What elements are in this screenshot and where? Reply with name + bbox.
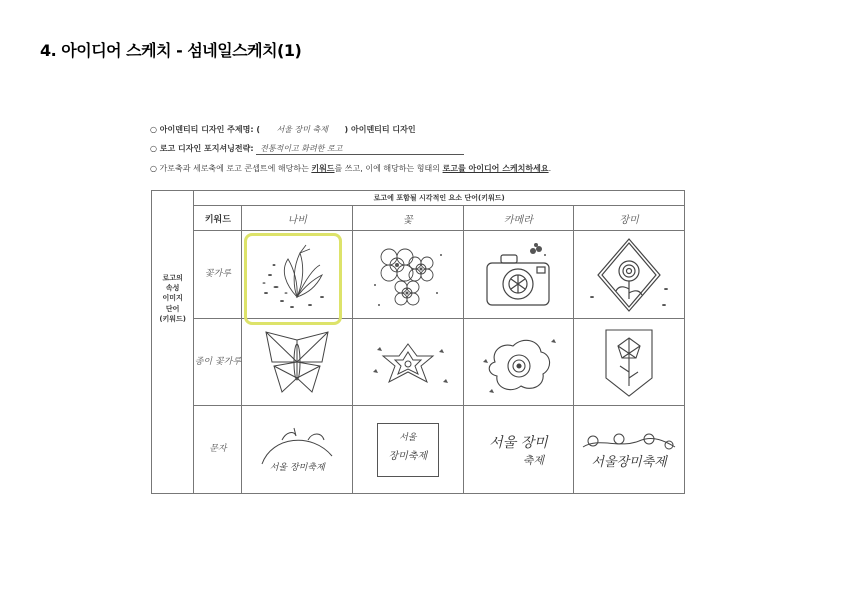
sketch-butterfly-pollen bbox=[242, 231, 353, 319]
side-label-line: 이미지 bbox=[162, 294, 183, 303]
rose-vine-sketch-icon bbox=[579, 429, 679, 451]
q3-text-b: 키워드 bbox=[311, 164, 335, 173]
sketch-butterfly-origami bbox=[242, 318, 353, 406]
side-label-line: 속성 bbox=[165, 284, 180, 293]
question-1 bbox=[150, 124, 416, 135]
column-keyword-flower: 꽃 bbox=[353, 206, 464, 231]
butterfly-sketch-icon bbox=[252, 235, 342, 315]
side-label-spacer bbox=[152, 406, 194, 494]
origami-butterfly-sketch-icon bbox=[252, 322, 342, 402]
sketch-camera-pollen bbox=[463, 231, 574, 319]
camera-flower-sketch-icon bbox=[473, 322, 563, 402]
q2-prefix: ○ 로고 디자인 포지셔닝전략: bbox=[150, 144, 254, 153]
sketch-rose-text bbox=[574, 406, 685, 494]
sketch-flower-text bbox=[353, 406, 464, 494]
sketch-rose-origami bbox=[574, 318, 685, 406]
text-logo-2b: 장미축제 bbox=[388, 450, 428, 462]
question-3 bbox=[150, 163, 551, 174]
keyword-label: 키워드 bbox=[194, 206, 242, 231]
text-logo-4: 서울장미축제 bbox=[591, 455, 667, 471]
attribute-side-label bbox=[152, 191, 194, 406]
q1-value: 서울 장미 축제 bbox=[276, 125, 328, 134]
camera-sketch-icon bbox=[473, 235, 563, 315]
column-keyword-butterfly: 나비 bbox=[242, 206, 353, 231]
side-label-line: 로고의 bbox=[162, 274, 183, 283]
column-keyword-rose: 장미 bbox=[574, 206, 685, 231]
question-2 bbox=[150, 143, 464, 155]
text-logo-2a: 서울 bbox=[399, 432, 417, 443]
q3-text-c: 를 쓰고, 이에 해당하는 형태의 bbox=[334, 164, 443, 173]
row-label-pollen: 꽃가루 bbox=[194, 231, 242, 319]
table-header: 로고에 포함될 시각적인 요소 단어(키워드) bbox=[194, 191, 685, 206]
text-logo-1: 서울 장미축제 bbox=[269, 463, 325, 474]
q3-text-a: ○ 가로축과 세로축에 로고 콘셉트에 해당하는 bbox=[150, 164, 312, 173]
flower-sketch-icon bbox=[363, 235, 453, 315]
text-logo-frame bbox=[377, 423, 439, 477]
q1-prefix: ○ 아이덴티티 디자인 주제명: ( bbox=[150, 125, 260, 134]
column-keyword-camera: 카메라 bbox=[463, 206, 574, 231]
rose-diamond-sketch-icon bbox=[584, 235, 674, 315]
sketch-camera-text bbox=[463, 406, 574, 494]
text-logo-3a: 서울 장미 bbox=[489, 434, 548, 451]
text-logo-3b: 축제 bbox=[522, 453, 544, 467]
q2-value: 전통적이고 화려한 로고 bbox=[256, 143, 464, 155]
sketch-camera-origami bbox=[463, 318, 574, 406]
sketch-flower-pollen bbox=[353, 231, 464, 319]
sketch-flower-origami bbox=[353, 318, 464, 406]
origami-flower-sketch-icon bbox=[363, 322, 453, 402]
sketch-rose-pollen bbox=[574, 231, 685, 319]
page-title: 4. 아이디어 스케치 - 섬네일스케치(1) bbox=[40, 41, 302, 60]
q3-text-d: 로고를 아이디어 스케치하세요 bbox=[442, 164, 549, 173]
q1-suffix: ) 아이덴티티 디자인 bbox=[344, 125, 416, 134]
q3-text-e: . bbox=[548, 164, 552, 173]
sketch-butterfly-text bbox=[242, 406, 353, 494]
side-label-line: (키워드) bbox=[159, 314, 186, 323]
row-label-paper-pollen: 종이 꽃가루 bbox=[194, 318, 242, 406]
keyword-sketch-table bbox=[151, 190, 685, 494]
side-label-line: 단어 bbox=[165, 304, 180, 313]
rose-shield-sketch-icon bbox=[584, 322, 674, 402]
row-label-text: 문자 bbox=[194, 406, 242, 494]
